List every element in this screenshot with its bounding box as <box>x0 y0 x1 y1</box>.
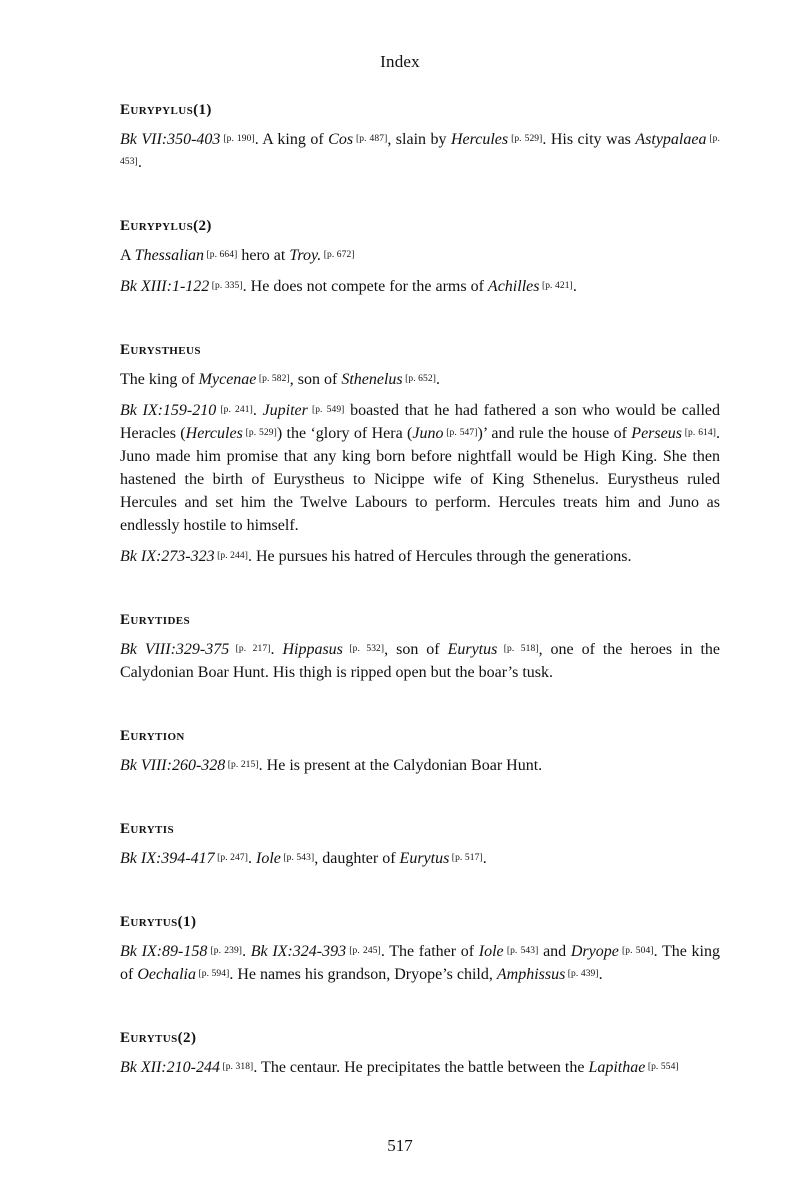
entry-paragraph <box>120 1056 720 1079</box>
page-reference-link[interactable]: [p. 547] <box>443 428 478 438</box>
body-text: A <box>120 247 135 264</box>
body-text: . <box>137 154 142 171</box>
body-text: hero at <box>237 247 290 264</box>
index-entry <box>120 100 720 174</box>
page-reference-link[interactable]: [p. 217] <box>229 644 271 654</box>
entry-paragraph <box>120 399 720 537</box>
italic-text: Sthenelus <box>341 371 403 388</box>
page-reference-link[interactable]: [p. 421] <box>539 281 573 291</box>
body-text: . <box>598 966 603 983</box>
page-reference-link[interactable]: [p. 614] <box>681 428 717 438</box>
index-entry <box>120 912 720 986</box>
body-text: , son of <box>384 641 448 658</box>
body-text: . He is present at the Calydonian Boar Hunt. <box>258 757 543 774</box>
index-entry <box>120 340 720 568</box>
page-reference-link[interactable]: [p. 239] <box>207 946 243 956</box>
index-entry <box>120 610 720 684</box>
entry-paragraph <box>120 128 720 174</box>
entry-paragraph <box>120 940 720 986</box>
entry-paragraph <box>120 545 720 568</box>
italic-text: Hercules <box>450 131 509 148</box>
body-text: . Juno made him promise that any king born before nightfall would be High King. She then hastened the birth of Eurystheus to Nicippe wife of King Sthenelus. Eurystheus ruled Hercules and set him the Twelve Labours to perform. Hercules treats him and Juno as endlessly hostile to himself. <box>120 425 721 534</box>
entry-heading: Eurytis <box>120 821 174 837</box>
body-text: . The king of <box>120 943 720 983</box>
body-text: . <box>572 278 577 295</box>
page-reference-link[interactable]: [p. 245] <box>346 946 381 956</box>
entry-paragraph <box>120 368 720 391</box>
italic-text: Achilles <box>487 278 540 295</box>
italic-text: Perseus <box>631 425 682 442</box>
page-reference-link[interactable]: [p. 672] <box>321 250 355 260</box>
entry-paragraph <box>120 638 720 684</box>
entry-heading: Eurypylus(2) <box>120 218 212 234</box>
body-text: , slain by <box>387 131 451 148</box>
body-text: . He does not compete for the arms of <box>242 278 488 295</box>
running-head: Index <box>380 52 420 71</box>
entry-heading: Eurytus(2) <box>120 1030 197 1046</box>
page-reference-link[interactable]: [p. 439] <box>565 969 599 979</box>
body-text: and <box>538 943 571 960</box>
body-text: . The father of <box>380 943 479 960</box>
italic-text: Bk IX:273-323 <box>120 548 215 565</box>
page-reference-link[interactable]: [p. 190] <box>220 134 255 144</box>
body-text: , one of the heroes in the Calydonian Boar Hunt. His thigh is ripped open but the boar’s tusk. <box>120 641 721 681</box>
entry-heading: Eurytion <box>120 728 185 744</box>
italic-text: Astypalaea <box>635 131 707 148</box>
italic-text: Eurytus <box>399 850 450 867</box>
index-entry <box>120 1028 720 1079</box>
italic-text: Jupiter <box>262 402 308 419</box>
page-reference-link[interactable]: [p. 504] <box>618 946 654 956</box>
italic-text: Iole <box>256 850 281 867</box>
italic-text: Juno <box>412 425 444 442</box>
italic-text: Mycenae <box>198 371 257 388</box>
entry-paragraph <box>120 244 720 267</box>
entry-paragraph <box>120 275 720 298</box>
body-text: boasted that he had fathered a son who would be called Heracles ( <box>120 402 721 442</box>
page-reference-link[interactable]: [p. 318] <box>219 1062 254 1072</box>
body-text: . His city was <box>542 131 636 148</box>
body-text: . <box>252 402 263 419</box>
italic-text: Eurytus <box>447 641 498 658</box>
italic-text: Lapithae <box>588 1059 646 1076</box>
page-reference-link[interactable]: [p. 594] <box>195 969 230 979</box>
italic-text: Hercules <box>185 425 243 442</box>
body-text: , son of <box>289 371 342 388</box>
italic-text: Bk XII:210-244 <box>120 1059 220 1076</box>
page-reference-link[interactable]: [p. 582] <box>256 374 290 384</box>
italic-text: Iole <box>478 943 504 960</box>
body-text: . He names his grandson, Dryope’s child, <box>229 966 497 983</box>
italic-text: Bk IX:394-417 <box>120 850 215 867</box>
entry-heading: Eurystheus <box>120 342 201 358</box>
body-text: . <box>270 641 283 658</box>
index-entry <box>120 726 720 777</box>
italic-text: Bk VIII:260-328 <box>120 757 226 774</box>
italic-text: Thessalian <box>134 247 205 264</box>
body-text: , daughter of <box>314 850 400 867</box>
page-reference-link[interactable]: [p. 453] <box>120 134 720 167</box>
page-reference-link[interactable]: [p. 529] <box>508 134 543 144</box>
index-entry <box>120 819 720 870</box>
page-reference-link[interactable]: [p. 532] <box>342 644 385 654</box>
page-reference-link[interactable]: [p. 554] <box>645 1062 679 1072</box>
body-text: . <box>482 850 487 867</box>
italic-text: Dryope <box>570 943 619 960</box>
page-reference-link[interactable]: [p. 543] <box>280 853 315 863</box>
page-reference-link[interactable]: [p. 247] <box>214 853 248 863</box>
italic-text: Bk IX:89-158 <box>120 943 208 960</box>
page-reference-link[interactable]: [p. 335] <box>209 281 243 291</box>
body-text: . He pursues his hatred of Hercules through the generations. <box>248 548 632 565</box>
page-reference-link[interactable]: [p. 215] <box>225 760 259 770</box>
body-text: )’ and rule the house of <box>477 425 632 442</box>
index-entry <box>120 216 720 298</box>
italic-text: Bk IX:159-210 <box>120 402 217 419</box>
entry-paragraph <box>120 754 720 777</box>
page-reference-link[interactable]: [p. 529] <box>242 428 277 438</box>
entry-heading: Eurytus(1) <box>120 914 197 930</box>
page-reference-link[interactable]: [p. 241] <box>216 405 253 415</box>
italic-text: Bk XIII:1-122 <box>120 278 210 295</box>
body-text: . <box>436 371 440 388</box>
index-content <box>120 100 720 1121</box>
italic-text: Bk VIII:329-375 <box>120 641 230 658</box>
body-text: . A king of <box>254 131 329 148</box>
italic-text: Bk VII:350-403 <box>120 131 221 148</box>
page-reference-link[interactable]: [p. 487] <box>353 134 388 144</box>
italic-text: Oechalia <box>137 966 196 983</box>
italic-text: Bk IX:324-393 <box>250 943 347 960</box>
page-reference-link[interactable]: [p. 543] <box>503 946 539 956</box>
page-number: 517 <box>387 1136 413 1155</box>
body-text: ) the ‘glory of Hera ( <box>276 425 413 442</box>
page-reference-link[interactable]: [p. 517] <box>449 853 483 863</box>
page-reference-link[interactable]: [p. 244] <box>214 551 248 561</box>
body-text: . <box>242 943 251 960</box>
entry-heading: Eurypylus(1) <box>120 102 212 118</box>
italic-text: Troy. <box>289 247 322 264</box>
page-reference-link[interactable]: [p. 549] <box>307 405 345 415</box>
italic-text: Amphissus <box>496 966 566 983</box>
body-text: The king of <box>120 371 199 388</box>
entry-paragraph <box>120 847 720 870</box>
page-reference-link[interactable]: [p. 518] <box>497 644 539 654</box>
entry-heading: Eurytides <box>120 612 191 628</box>
page-reference-link[interactable]: [p. 652] <box>402 374 436 384</box>
italic-text: Cos <box>328 131 354 148</box>
page-reference-link[interactable]: [p. 664] <box>204 250 238 260</box>
body-text: . <box>248 850 256 867</box>
italic-text: Hippasus <box>282 641 343 658</box>
body-text: . The centaur. He precipitates the battle between the <box>253 1059 589 1076</box>
